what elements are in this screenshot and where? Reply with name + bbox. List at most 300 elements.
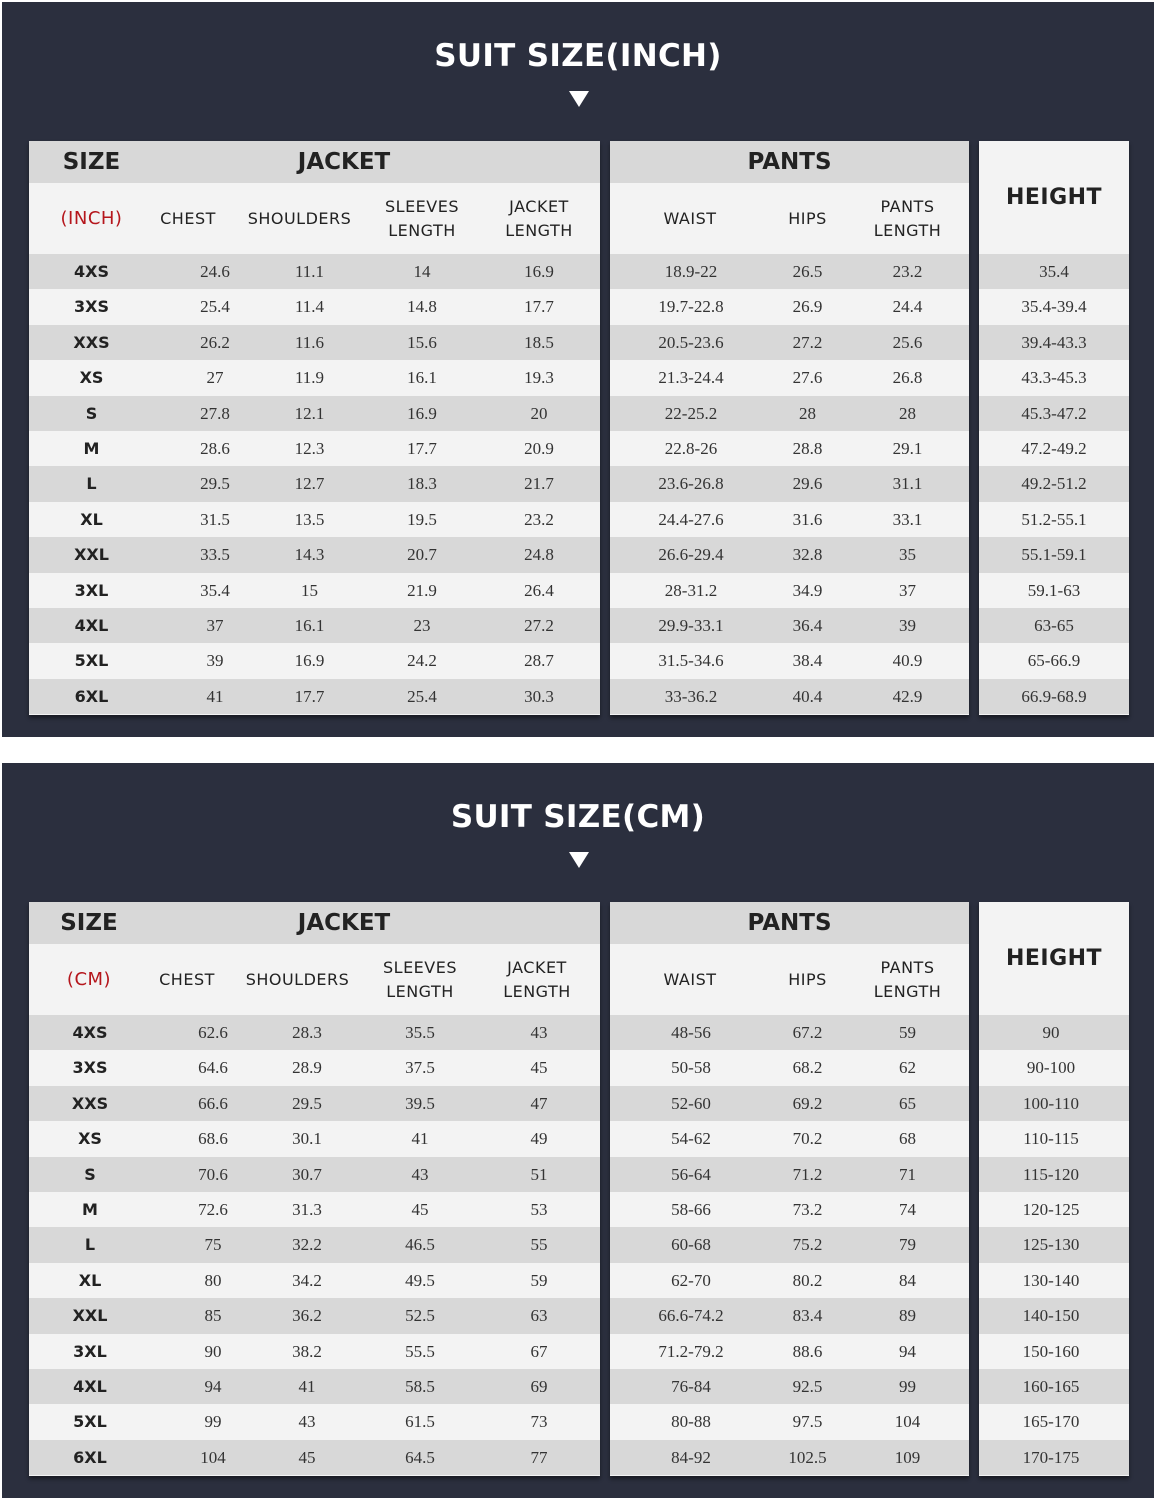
table-row	[979, 1192, 1129, 1227]
height-cell: 110-115	[1023, 1129, 1079, 1149]
jacket-length-header: JACKET LENGTH	[505, 196, 573, 240]
height-cell: 35.4-39.4	[1021, 297, 1087, 317]
chest-cell: 72.6	[198, 1199, 228, 1219]
chest-cell: 99	[204, 1412, 222, 1432]
shoulders-cell: 12.3	[294, 438, 325, 458]
chest-cell: 62.6	[198, 1023, 228, 1042]
table-row	[610, 1192, 969, 1227]
height-cell: 47.2-49.2	[1021, 438, 1087, 458]
size-cell: 4XS	[72, 1023, 108, 1042]
sleeves-cell: 19.5	[407, 509, 437, 529]
shoulders-cell: 11.6	[294, 332, 325, 352]
jacket-length-cell: 47	[530, 1093, 548, 1113]
height-cell: 49.2-51.2	[1021, 474, 1087, 494]
shoulders-cell: 12.1	[294, 403, 325, 423]
sleeves-cell: 18.3	[407, 474, 437, 494]
jacket-group-label: JACKET	[297, 910, 391, 936]
jacket-length-cell: 69	[530, 1376, 548, 1396]
chest-cell: 26.2	[200, 332, 230, 352]
sleeves-cell: 20.7	[407, 545, 437, 565]
jacket-length-cell: 19.3	[524, 368, 554, 388]
height-cell: 59.1-63	[1027, 580, 1081, 600]
size-cell: 4XL	[73, 1376, 107, 1396]
jacket-length-cell: 24.8	[524, 545, 554, 565]
table-row	[610, 502, 969, 537]
pants-length-cell: 94	[899, 1341, 916, 1361]
hips-cell: 70.2	[792, 1129, 823, 1149]
hips-cell: 28.8	[792, 438, 823, 458]
table-row	[979, 1298, 1129, 1333]
shoulders-cell: 16.9	[294, 651, 325, 671]
column-header-row	[29, 183, 600, 254]
chest-cell: 35.4	[200, 580, 230, 600]
table-row	[29, 1121, 600, 1156]
table-row	[979, 573, 1129, 608]
size-cell: 4XS	[74, 262, 109, 281]
sleeves-cell: 39.5	[405, 1093, 435, 1113]
table-row	[610, 466, 969, 501]
pants-group-label: PANTS	[747, 149, 832, 175]
table-row	[610, 537, 969, 572]
sleeves-cell: 55.5	[405, 1341, 435, 1361]
sleeves-length-header: SLEEVES LENGTH	[385, 196, 459, 240]
shoulders-cell: 11.1	[294, 262, 325, 281]
table-row	[979, 254, 1129, 289]
pants-length-cell: 28	[899, 403, 916, 423]
table-row	[29, 466, 600, 501]
height-cell: 35.4	[1039, 262, 1069, 281]
hips-cell: 34.9	[792, 580, 823, 600]
pants-length-cell: 109	[894, 1447, 921, 1467]
hips-header: HIPS	[788, 208, 827, 228]
shoulders-cell: 29.5	[292, 1093, 322, 1113]
height-cell: 115-120	[1022, 1164, 1080, 1184]
chest-cell: 94	[204, 1376, 222, 1396]
table-row	[29, 1086, 600, 1121]
jacket-length-cell: 20.9	[524, 438, 554, 458]
jacket-length-cell: 55	[530, 1235, 548, 1255]
hips-cell: 38.4	[792, 651, 823, 671]
height-cell: 55.1-59.1	[1021, 545, 1087, 565]
sleeves-cell: 24.2	[407, 651, 437, 671]
shoulders-cell: 14.3	[294, 545, 325, 565]
waist-cell: 19.7-22.8	[658, 297, 724, 317]
size-cell: 3XL	[73, 1341, 107, 1361]
chest-cell: 41	[206, 686, 224, 706]
chest-cell: 75	[204, 1235, 222, 1255]
pants-length-cell: 25.6	[892, 332, 923, 352]
size-cell: 5XL	[74, 651, 109, 671]
pants-length-cell: 33.1	[892, 509, 923, 529]
chest-cell: 85	[204, 1306, 222, 1326]
chest-cell: 31.5	[200, 509, 230, 529]
height-cell: 90-100	[1026, 1058, 1076, 1078]
group-header-row	[610, 902, 969, 944]
sleeves-cell: 52.5	[405, 1306, 435, 1326]
hips-cell: 80.2	[792, 1270, 823, 1290]
size-cell: 6XL	[74, 686, 109, 706]
hips-cell: 26.5	[792, 262, 823, 281]
table-row	[610, 1298, 969, 1333]
waist-cell: 60-68	[671, 1235, 711, 1255]
column-header-row	[610, 944, 969, 1015]
height-cell: 130-140	[1022, 1270, 1080, 1290]
jacket-length-cell: 49	[530, 1129, 548, 1149]
size-cell: XL	[80, 509, 103, 529]
sleeves-cell: 21.9	[407, 580, 437, 600]
table-row	[610, 254, 969, 289]
shoulders-cell: 11.9	[294, 368, 325, 388]
shoulders-cell: 28.9	[292, 1058, 322, 1078]
jacket-length-cell: 43	[530, 1023, 548, 1042]
shoulders-cell: 36.2	[292, 1306, 322, 1326]
sleeves-cell: 16.1	[407, 368, 437, 388]
waist-cell: 52-60	[671, 1093, 711, 1113]
table-row	[979, 1334, 1129, 1369]
waist-cell: 48-56	[671, 1023, 711, 1042]
chest-cell: 64.6	[198, 1058, 228, 1078]
waist-cell: 26.6-29.4	[658, 545, 724, 565]
shoulders-cell: 28.3	[292, 1023, 322, 1042]
jacket-length-cell: 30.3	[524, 686, 554, 706]
table-row	[979, 608, 1129, 643]
jacket-length-cell: 63	[530, 1306, 548, 1326]
table-row	[610, 573, 969, 608]
shoulders-cell: 34.2	[292, 1270, 322, 1290]
waist-cell: 18.9-22	[664, 262, 718, 281]
chest-cell: 39	[206, 651, 224, 671]
table-row	[610, 289, 969, 324]
shoulders-cell: 38.2	[292, 1341, 322, 1361]
jacket-group-label: JACKET	[297, 149, 391, 175]
table-row	[29, 1015, 600, 1050]
pants-group-label: PANTS	[747, 910, 832, 936]
table-row	[979, 1227, 1129, 1262]
chest-cell: 33.5	[200, 545, 230, 565]
chest-cell: 104	[200, 1447, 226, 1467]
size-cell: XS	[78, 1129, 102, 1149]
table-row	[610, 360, 969, 395]
height-cell: 125-130	[1022, 1235, 1080, 1255]
chest-cell: 37	[206, 615, 224, 635]
size-cell: XS	[79, 368, 104, 388]
table-row	[29, 537, 600, 572]
jacket-length-cell: 77	[530, 1447, 548, 1467]
table-row	[29, 1227, 600, 1262]
pants-length-cell: 42.9	[892, 686, 923, 706]
sleeves-cell: 37.5	[405, 1058, 435, 1078]
size-cell: M	[83, 438, 100, 458]
waist-cell: 54-62	[671, 1129, 711, 1149]
size-cell: 4XL	[74, 615, 109, 635]
pants-length-cell: 26.8	[892, 368, 923, 388]
shoulders-cell: 16.1	[294, 615, 325, 635]
group-header-row	[29, 141, 600, 183]
chest-cell: 24.6	[200, 262, 230, 281]
size-cell: S	[84, 1164, 96, 1184]
sleeves-cell: 16.9	[407, 403, 437, 423]
hips-cell: 32.8	[792, 545, 823, 565]
height-header: HEIGHT	[1005, 946, 1103, 971]
table-row	[979, 1263, 1129, 1298]
table-row	[610, 1404, 969, 1439]
pants-length-cell: 68	[899, 1129, 916, 1149]
table-row	[29, 679, 600, 714]
table-row	[610, 643, 969, 678]
sleeves-length-header: SLEEVES LENGTH	[383, 957, 457, 1001]
pants-length-cell: 84	[899, 1270, 916, 1290]
sleeves-cell: 25.4	[407, 686, 437, 706]
table-row	[610, 679, 969, 714]
size-cell: 3XL	[74, 580, 109, 600]
jacket-length-cell: 59	[530, 1270, 548, 1290]
unit-label: (INCH)	[60, 207, 123, 229]
table-row	[979, 502, 1129, 537]
table-row	[979, 1086, 1129, 1121]
table-row	[29, 1157, 600, 1192]
pants-length-header: PANTS LENGTH	[873, 196, 942, 240]
table-row	[29, 1404, 600, 1439]
pants-length-cell: 29.1	[892, 438, 923, 458]
sleeves-cell: 23	[413, 615, 431, 635]
shoulders-cell: 45	[298, 1447, 316, 1467]
height-cell: 160-165	[1022, 1376, 1080, 1396]
jacket-length-cell: 73	[530, 1412, 548, 1432]
cm-size-chart-panel	[2, 763, 1154, 1498]
shoulders-cell: 30.1	[292, 1129, 322, 1149]
jacket-length-cell: 53	[530, 1199, 548, 1219]
height-cell: 90	[1042, 1023, 1060, 1042]
sleeves-cell: 35.5	[405, 1023, 435, 1042]
waist-cell: 76-84	[671, 1376, 711, 1396]
chest-cell: 25.4	[200, 297, 230, 317]
height-table	[979, 902, 1129, 1476]
pants-length-cell: 62	[899, 1058, 916, 1078]
table-row	[610, 396, 969, 431]
pants-length-cell: 89	[899, 1306, 916, 1326]
table-row	[610, 1334, 969, 1369]
chest-cell: 27.8	[200, 403, 230, 423]
table-row	[610, 1157, 969, 1192]
shoulders-cell: 31.3	[292, 1199, 322, 1219]
table-row	[610, 1263, 969, 1298]
hips-cell: 102.5	[788, 1447, 827, 1467]
table-row	[29, 1334, 600, 1369]
waist-cell: 22.8-26	[664, 438, 718, 458]
jacket-length-cell: 51	[530, 1164, 548, 1184]
hips-cell: 75.2	[792, 1235, 823, 1255]
table-row	[29, 502, 600, 537]
height-cell: 140-150	[1022, 1306, 1080, 1326]
jacket-length-cell: 16.9	[524, 262, 554, 281]
table-row	[610, 1121, 969, 1156]
table-row	[979, 643, 1129, 678]
height-cell: 66.9-68.9	[1021, 686, 1087, 706]
pants-length-header: PANTS LENGTH	[873, 957, 942, 1001]
group-header-row	[610, 141, 969, 183]
pants-length-cell: 35	[899, 545, 916, 565]
table-row	[29, 643, 600, 678]
jacket-length-cell: 27.2	[524, 615, 554, 635]
table-row	[29, 573, 600, 608]
size-cell: M	[82, 1199, 98, 1219]
waist-cell: 50-58	[671, 1058, 711, 1078]
size-cell: 5XL	[73, 1412, 107, 1432]
table-row	[979, 1404, 1129, 1439]
jacket-length-cell: 20	[530, 403, 548, 423]
hips-cell: 31.6	[792, 509, 823, 529]
waist-cell: 58-66	[671, 1199, 711, 1219]
table-row	[979, 1121, 1129, 1156]
table-row	[29, 608, 600, 643]
hips-cell: 67.2	[792, 1023, 823, 1042]
jacket-length-cell: 23.2	[524, 509, 554, 529]
jacket-length-header: JACKET LENGTH	[503, 957, 571, 1001]
table-row	[29, 396, 600, 431]
height-cell: 63-65	[1034, 615, 1074, 635]
table-row	[29, 325, 600, 360]
pants-length-cell: 23.2	[892, 262, 923, 281]
column-header-row	[29, 944, 600, 1015]
waist-cell: 29.9-33.1	[658, 615, 724, 635]
chest-cell: 28.6	[200, 438, 230, 458]
chest-header: CHEST	[160, 208, 216, 228]
hips-cell: 27.6	[792, 368, 823, 388]
table-row	[610, 1227, 969, 1262]
chest-header: CHEST	[159, 969, 215, 989]
jacket-length-cell: 26.4	[524, 580, 554, 600]
shoulders-cell: 43	[298, 1412, 316, 1432]
size-cell: L	[86, 474, 97, 494]
table-row	[610, 1086, 969, 1121]
sleeves-cell: 14	[413, 262, 431, 281]
group-header-row	[29, 902, 600, 944]
chest-cell: 68.6	[198, 1129, 228, 1149]
jacket-length-cell: 28.7	[524, 651, 554, 671]
size-cell: XXS	[71, 1093, 109, 1113]
size-cell: XXL	[74, 545, 109, 565]
jacket-length-cell: 17.7	[524, 297, 554, 317]
jacket-length-cell: 67	[530, 1341, 548, 1361]
chest-cell: 29.5	[200, 474, 230, 494]
table-row	[29, 360, 600, 395]
table-row	[610, 431, 969, 466]
pants-length-cell: 104	[894, 1412, 921, 1432]
hips-cell: 97.5	[792, 1412, 823, 1432]
hips-cell: 26.9	[792, 297, 823, 317]
hips-cell: 83.4	[792, 1306, 823, 1326]
chest-cell: 27	[206, 368, 224, 388]
hips-cell: 88.6	[792, 1341, 823, 1361]
waist-cell: 62-70	[671, 1270, 711, 1290]
shoulders-cell: 11.4	[294, 297, 325, 317]
table-row	[979, 289, 1129, 324]
waist-cell: 56-64	[671, 1164, 711, 1184]
waist-cell: 21.3-24.4	[658, 368, 724, 388]
hips-cell: 71.2	[792, 1164, 823, 1184]
pants-length-cell: 74	[899, 1199, 916, 1219]
size-cell: 3XS	[74, 297, 109, 317]
jacket-length-cell: 21.7	[524, 474, 554, 494]
waist-cell: 33-36.2	[664, 686, 718, 706]
height-cell: 65-66.9	[1027, 651, 1081, 671]
table-row	[29, 1263, 600, 1298]
size-cell: 3XS	[72, 1058, 108, 1078]
pants-length-cell: 79	[899, 1235, 916, 1255]
size-group-label: SIZE	[60, 910, 118, 936]
hips-cell: 68.2	[792, 1058, 823, 1078]
size-cell: L	[84, 1235, 96, 1255]
table-row	[29, 1369, 600, 1404]
sleeves-cell: 14.8	[407, 297, 437, 317]
table-row	[610, 1369, 969, 1404]
height-cell: 165-170	[1022, 1412, 1080, 1432]
size-cell: 6XL	[73, 1447, 107, 1467]
pants-length-cell: 37	[899, 580, 916, 600]
shoulders-cell: 41	[298, 1376, 316, 1396]
down-arrow-icon	[569, 852, 589, 868]
sleeves-cell: 41	[411, 1129, 429, 1149]
height-cell: 120-125	[1022, 1199, 1080, 1219]
hips-cell: 40.4	[792, 686, 823, 706]
table-row	[979, 679, 1129, 714]
size-group-label: SIZE	[62, 149, 121, 175]
sleeves-cell: 49.5	[405, 1270, 435, 1290]
table-row	[29, 431, 600, 466]
table-row	[610, 1440, 969, 1475]
table-row	[979, 466, 1129, 501]
table-row	[979, 431, 1129, 466]
pants-length-cell: 31.1	[892, 474, 923, 494]
sleeves-cell: 61.5	[405, 1412, 435, 1432]
inch-size-chart-panel	[2, 2, 1154, 737]
pants-length-cell: 39	[899, 615, 916, 635]
pants-length-cell: 40.9	[892, 651, 923, 671]
height-cell: 51.2-55.1	[1021, 509, 1087, 529]
chest-cell: 66.6	[198, 1093, 228, 1113]
sleeves-cell: 64.5	[405, 1447, 435, 1467]
down-arrow-icon	[569, 91, 589, 107]
height-cell: 150-160	[1022, 1341, 1080, 1361]
chart-title: SUIT SIZE(CM)	[450, 799, 706, 835]
height-cell: 170-175	[1022, 1447, 1080, 1467]
table-row	[979, 1050, 1129, 1085]
pants-table	[610, 902, 969, 1476]
sleeves-cell: 46.5	[405, 1235, 435, 1255]
table-row	[979, 1015, 1129, 1050]
table-row	[979, 396, 1129, 431]
waist-cell: 23.6-26.8	[658, 474, 724, 494]
hips-cell: 28	[799, 403, 816, 423]
table-row	[610, 608, 969, 643]
table-row	[979, 325, 1129, 360]
hips-cell: 36.4	[792, 615, 823, 635]
table-row	[29, 1192, 600, 1227]
jacket-length-cell: 18.5	[524, 332, 554, 352]
size-cell: XXL	[72, 1306, 108, 1326]
shoulders-cell: 32.2	[292, 1235, 322, 1255]
chest-cell: 90	[204, 1341, 222, 1361]
size-cell: XXS	[73, 332, 110, 352]
waist-cell: 20.5-23.6	[658, 332, 724, 352]
hips-cell: 27.2	[792, 332, 823, 352]
pants-length-cell: 59	[899, 1023, 916, 1042]
pants-table	[610, 141, 969, 715]
pants-length-cell: 99	[899, 1376, 916, 1396]
waist-cell: 71.2-79.2	[658, 1341, 724, 1361]
shoulders-header: SHOULDERS	[245, 969, 350, 989]
hips-header: HIPS	[788, 969, 827, 989]
